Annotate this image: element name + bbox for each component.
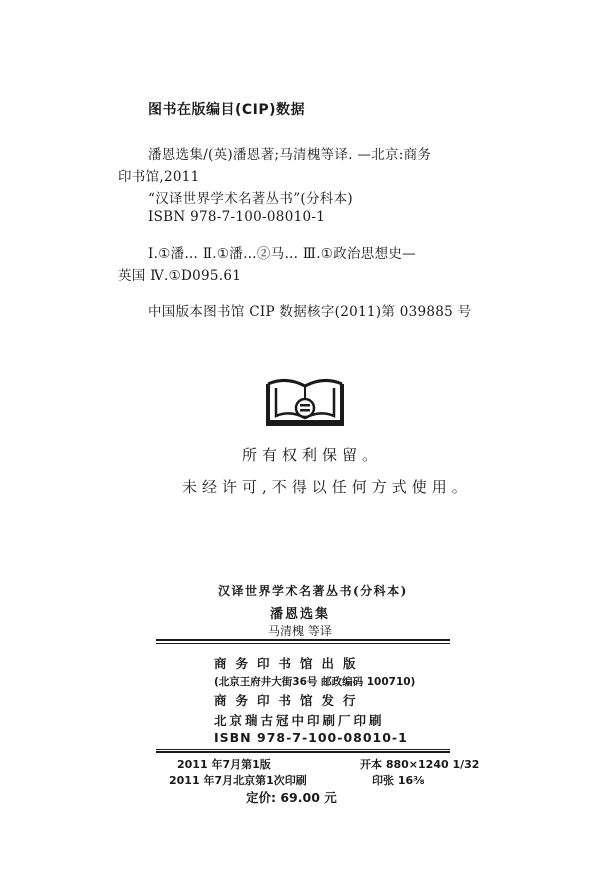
cip-line-4: ISBN 978-7-100-08010-1 [148,209,326,225]
translator-line: 马清槐 等译 [268,624,332,638]
rights-reserved-line: 所有权利保留。 [242,446,383,464]
sheets-line: 印张 16⅜ [372,774,425,787]
book-title: 潘恩选集 [270,607,331,622]
top-thick-rule [156,639,450,641]
price-line: 定价: 69.00 元 [246,790,337,805]
bottom-thin-rule [156,749,450,750]
bottom-thick-rule [156,751,450,753]
format-line: 开本 880×1240 1/32 [360,758,480,771]
publisher-address: (北京王府井大街36号 邮政编码 100710) [214,676,416,688]
colophon-isbn: ISBN 978-7-100-08010-1 [214,730,408,745]
edition-line: 2011 年7月第1版 [177,758,271,771]
publisher-logo [262,370,348,430]
cip-line-7: 中国版本图书馆 CIP 数据核字(2011)第 039885 号 [148,304,472,320]
cip-line-2: 印书馆,2011 [118,169,200,185]
cip-line-3: “汉译世界学术名著丛书”(分科本) [148,191,353,207]
publisher-line: 商务印书馆出版 [214,656,365,671]
top-thin-rule [156,643,450,644]
no-reproduction-line: 未经许可,不得以任何方式使用。 [182,478,472,496]
printer-line: 北京瑞古冠中印刷厂印刷 [214,713,385,728]
series-name: 汉译世界学术名著丛书(分科本) [218,584,408,598]
cip-line-5: Ⅰ.①潘… Ⅱ.①潘…②马… Ⅲ.①政治思想史— [148,246,416,262]
cip-line-1: 潘恩选集/(英)潘恩著;马清槐等译. —北京:商务 [148,147,432,163]
cip-line-6: 英国 Ⅳ.①D095.61 [118,268,242,284]
cip-title: 图书在版编目(CIP)数据 [148,102,306,118]
distributor-line: 商务印书馆发行 [214,693,365,708]
printing-line: 2011 年7月北京第1次印刷 [169,774,307,787]
